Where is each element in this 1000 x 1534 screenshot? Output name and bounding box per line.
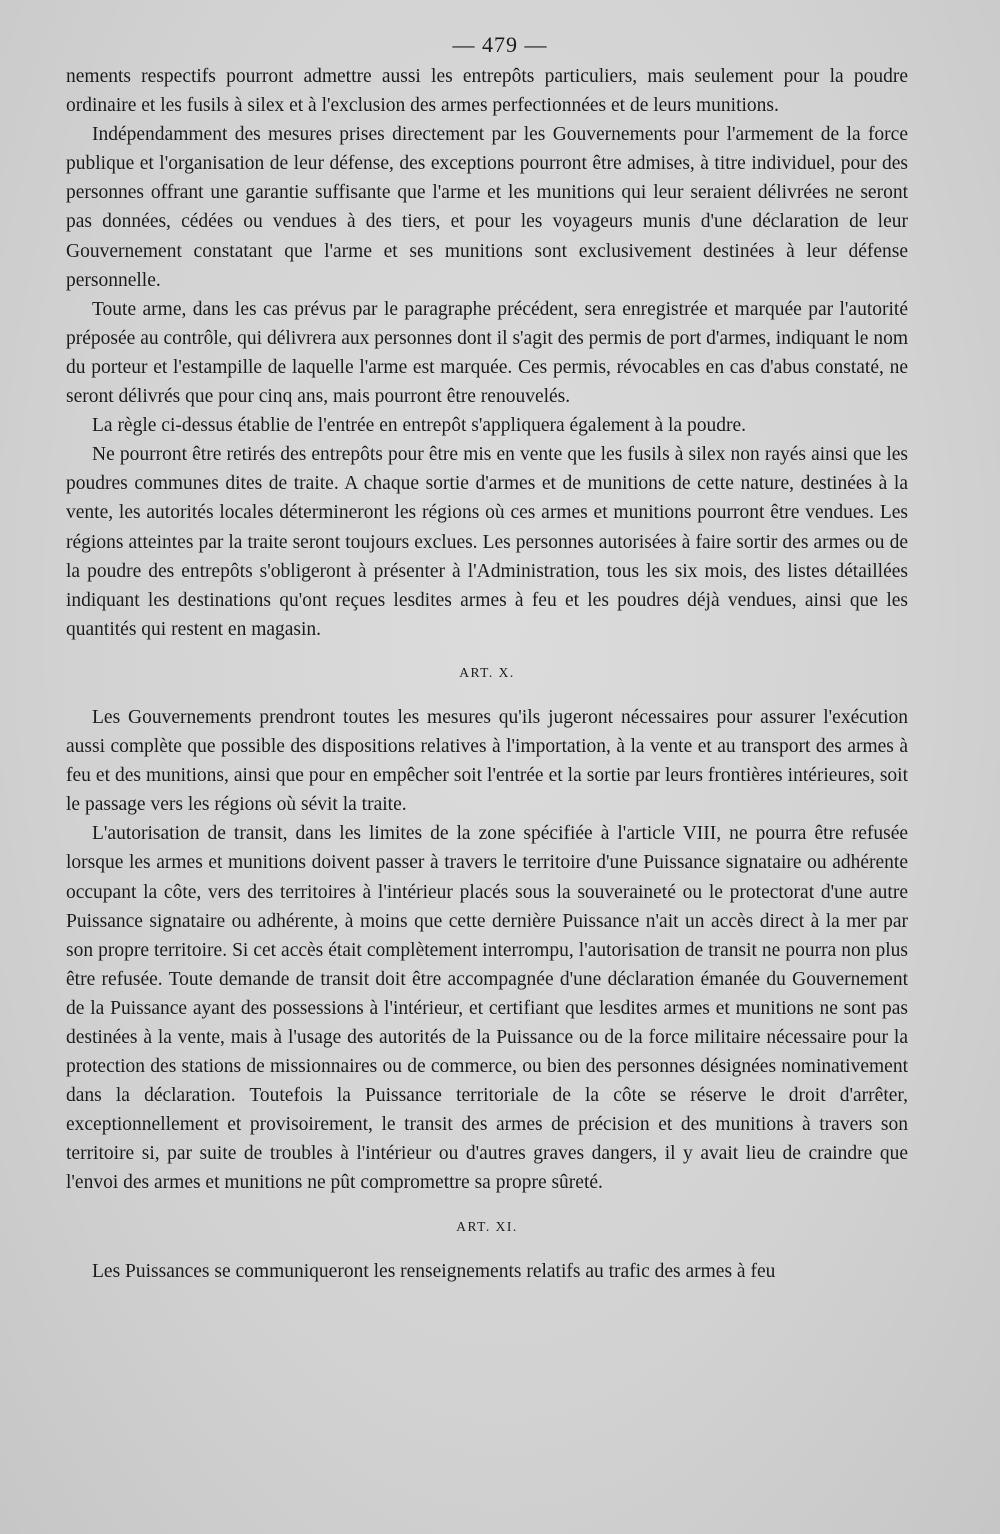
paragraph: Toute arme, dans les cas prévus par le paragraphe précédent, sera enregistrée et marquée par l'autorité préposée au contrôle, qui délivrera aux personnes dont il s'agit des permis de port d'armes, indiquant le nom du porteur et l'estampille de laquelle l'arme est marquée. Ces permis, révocables en cas d'abus constaté, ne seront délivrés que pour cinq ans, mais pourront être renouvelés. xyxy=(66,298,908,408)
paragraph: Les Puissances se communiqueront les renseignements relatifs au trafic des armes à feu xyxy=(92,1260,776,1282)
paragraph: Indépendamment des mesures prises directement par les Gouvernements pour l'armement de la force publique et l'organisation de leur défense, des exceptions pourront être admises, à titre individuel, pour des personnes offrant une garantie suffisante que l'arme et les munitions qui leur seraient délivrées ne seront pas données, cédées ou vendues à des tiers, et pour les voyageurs munis d'une déclaration de leur Gouvernement constatant que l'arme et ses munitions sont exclusivement destinées à leur défense personnelle. xyxy=(66,124,908,291)
paragraph: Ne pourront être retirés des entrepôts pour être mis en vente que les fusils à silex non rayés ainsi que les poudres communes dites de traite. A chaque sortie d'armes et de munitions de cette nature, destinées à la vente, les autorités locales détermineront les régions où ces armes et munitions pourront être vendues. Les régions atteintes par la traite seront toujours exclues. Les personnes autorisées à faire sortir des armes ou de la poudre des entrepôts s'obligeront à présenter à l'Administration, tous les six mois, des listes détaillées indiquant les destinations qu'ont reçues lesdites armes à feu et les poudres déjà vendues, ainsi que les quantités qui restent en magasin. xyxy=(66,444,908,640)
page-body xyxy=(66,62,908,1286)
page-number: — 479 — xyxy=(452,32,548,57)
paragraph: Les Gouvernements prendront toutes les mesures qu'ils jugeront nécessaires pour assurer l'exécution aussi complète que possible des dispositions relatives à l'importation, à la vente et au transport des armes à feu et des munitions, ainsi que pour en empêcher soit l'entrée et la sortie par leurs frontières intérieures, soit le passage vers les régions où sévit la traite. xyxy=(66,706,908,816)
article-x-heading: ART. X. xyxy=(459,664,515,680)
paragraph: L'autorisation de transit, dans les limites de la zone spécifiée à l'article VIII, ne pourra être refusée lorsque les armes et munitions doivent passer à travers le territoire d'une Puissance signataire ou adhérente occupant la côte, vers des territoires à l'intérieur placés sous la souveraineté ou le protectorat d'une autre Puissance signataire ou adhérente, à moins que cette dernière Puissance n'ait un accès direct à la mer par son propre territoire. Si cet accès était complètement interrompu, l'autorisation de transit ne pourra non plus être refusée. Toute demande de transit doit être accompagnée d'une déclaration émanée du Gouvernement de la Puissance ayant des possessions à l'intérieur, et certifiant que lesdites armes et munitions ne sont pas destinées à la vente, mais à l'usage des autorités de la Puissance ou de la force militaire nécessaire pour la protection des stations de missionnaires ou de commerce, ou bien des personnes désignées nominativement dans la déclaration. Toutefois la Puissance territoriale de la côte se réserve le droit d'arrêter, exceptionnellement et provisoirement, le transit des armes de précision et des munitions à travers son territoire si, par suite de troubles à l'intérieur ou d'autres graves dangers, il y avait lieu de craindre que l'envoi des armes et munitions ne pût compromettre sa propre sûreté. xyxy=(66,823,908,1194)
article-xi-heading: ART. XI. xyxy=(456,1218,518,1234)
paragraph: La règle ci-dessus établie de l'entrée en entrepôt s'appliquera également à la poudre. xyxy=(92,415,747,437)
paragraph-continuation: nements respectifs pourront admettre aussi les entrepôts particuliers, mais seulement pour la poudre ordinaire et les fusils à silex et à l'exclusion des armes perfectionnées et de leurs munitions. xyxy=(66,66,908,117)
